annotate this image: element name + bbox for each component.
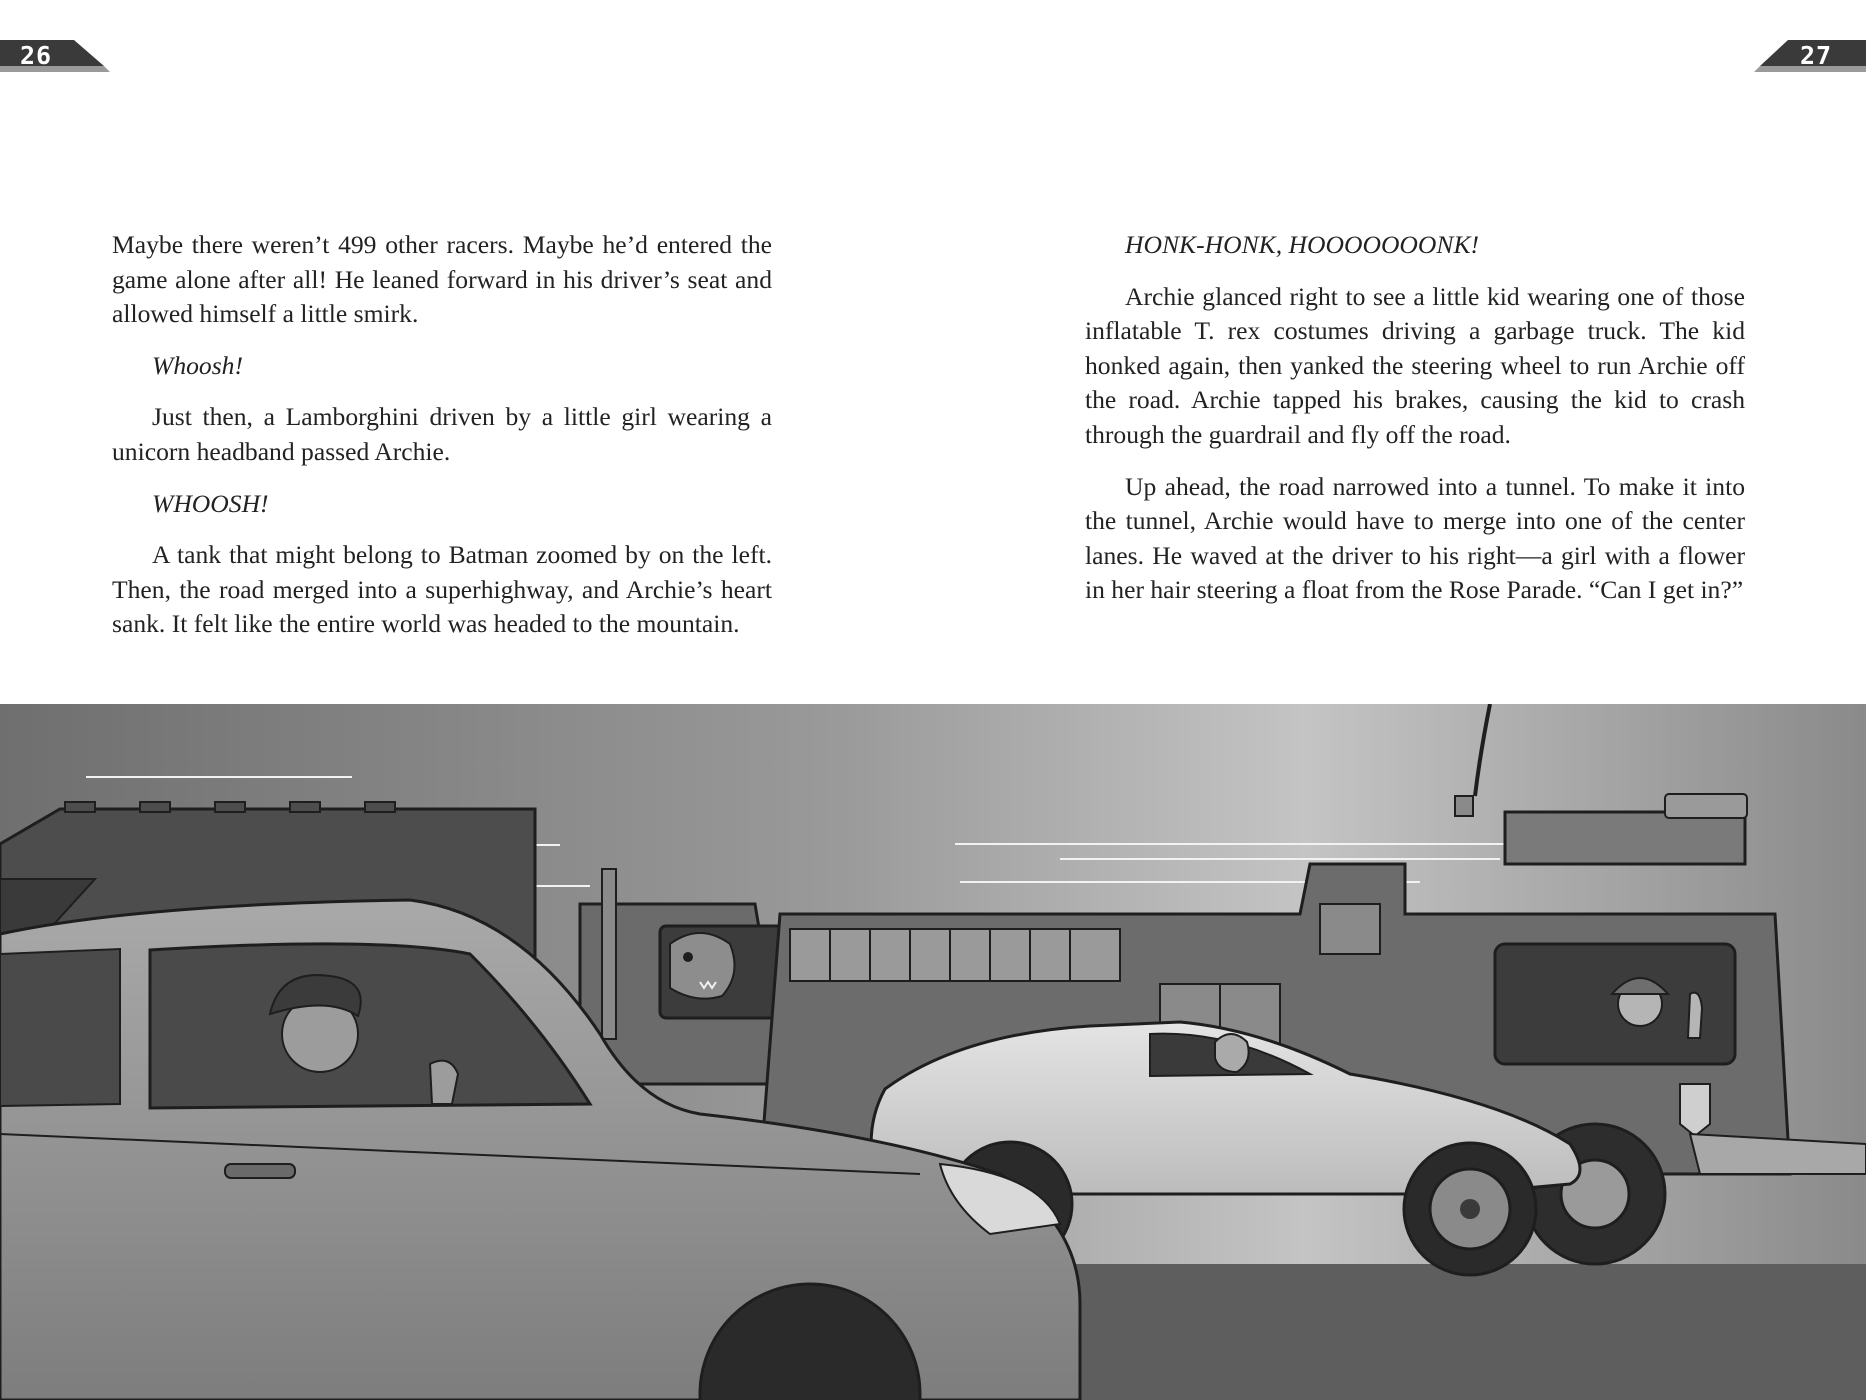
- illustration-drawing: [0, 704, 1866, 1400]
- paragraph: Up ahead, the road narrowed into a tunnel. To make it into the tunnel, Archie would have to merge into one of the center lanes. He waved at the driver to his right—a girl with a flower in her hair steering a float from the Rose Parade. “Can I get in?”: [1085, 471, 1745, 605]
- highway-race-illustration: [0, 704, 1866, 1400]
- paragraph: A tank that might belong to Batman zoomed by on the left. Then, the road merged into a superhighway, and Archie’s heart sank. It felt like the entire world was headed to the mountain.: [112, 540, 772, 639]
- left-page-text: [112, 228, 772, 659]
- right-page-text: [1085, 228, 1745, 625]
- sound-effect: Whoosh!: [152, 350, 243, 380]
- page-number-right: 27: [1800, 41, 1833, 70]
- page-number-tab-left: [0, 40, 110, 72]
- sound-effect: WHOOSH!: [152, 488, 269, 518]
- page-tab-shape-left: [0, 40, 110, 72]
- paragraph: Maybe there weren’t 499 other racers. Maybe he’d entered the game alone after all! He leaned forward in his driver’s seat and allowed himself a little smirk.: [112, 230, 772, 329]
- paragraph: Archie glanced right to see a little kid wearing one of those inflatable T. rex costumes driving a garbage truck. The kid honked again, then yanked the steering wheel to run Archie off the road. Archie tapped his brakes, causing the kid to crash through the guardrail and fly off the road.: [1085, 281, 1745, 449]
- paragraph: Just then, a Lamborghini driven by a little girl wearing a unicorn headband passed Archie.: [112, 402, 772, 466]
- page-number-tab-right: [1752, 40, 1866, 72]
- page-number-left: 26: [20, 41, 53, 70]
- sound-effect: HONK-HONK, HOOOOOOONK!: [1125, 230, 1480, 259]
